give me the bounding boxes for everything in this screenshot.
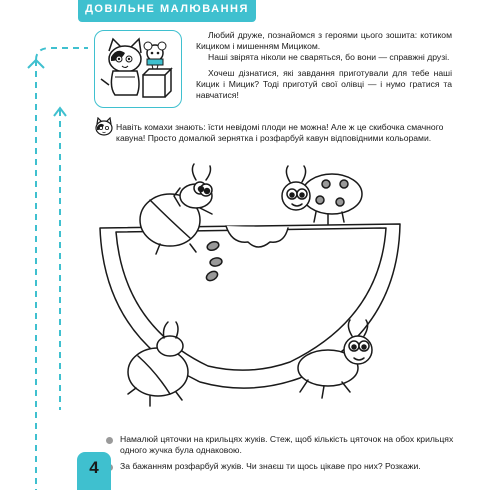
intro-paragraph-3: Хочеш дізнатися, які завдання приготували для тебе наші Кицик і Мицик? Тоді приготуй свої олівці — і нумо гратися та навчатися! [196, 67, 452, 101]
intro-paragraph-1: Любий друже, познайомся з героями цього зошита: котиком Кициком і мишенням Мициком. [196, 30, 452, 52]
bullet-text-1: Намалюй цяточки на крильцях жуків. Стеж, щоб кількість цяточок на обох крильцях одного жучка була однаковою. [120, 434, 454, 456]
list-item [106, 434, 456, 457]
beetle-top-right [282, 166, 362, 224]
task-instruction: Навіть комахи знають: їсти невідомі плоди не можна! Але ж це скибочка смачного кавуна! Просто домалюй зернятка і розфарбуй кавун відповідними кольорами. [116, 122, 444, 144]
bullet-dot [106, 437, 113, 444]
intro-paragraph-2: Наші звірята ніколи не сваряться, бо вони — справжні друзі. [208, 52, 450, 63]
task-bullets [106, 434, 456, 476]
page-number: 4 [89, 458, 99, 477]
page-number-tab [77, 452, 111, 490]
section-title: ДОВІЛЬНЕ МАЛЮВАННЯ [85, 3, 249, 15]
bullet-text-2: За бажанням розфарбуй жуків. Чи знаєш ти щось цікаве про них? Розкажи. [120, 460, 421, 471]
list-item [106, 461, 456, 472]
